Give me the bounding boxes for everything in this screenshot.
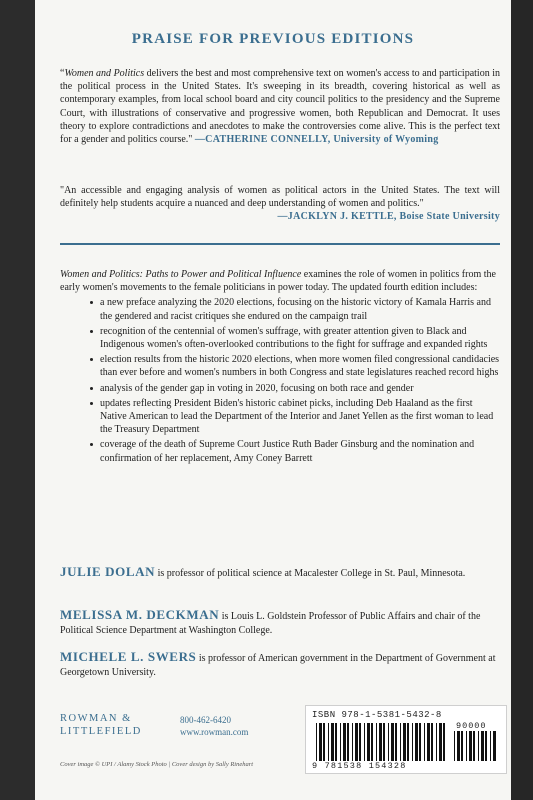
publisher-logo (60, 712, 170, 738)
bullet-icon (90, 443, 93, 446)
cover-credit: Cover image © UPI / Alamy Stock Photo | Cover design by Sally Rinehart (60, 761, 254, 768)
list-item (100, 353, 500, 379)
publisher-website[interactable]: www.rowman.com (180, 727, 249, 737)
quote1-text: delivers the best and most comprehensive text on women's access to and participation in the political process in the United States. It's sweeping in its breadth, covering historical as well as contemporary examples, from local school board and city council politics to the presidency and the Supreme Court, with illustrations of conservative and progressive women, both Republican and Democrat. It uses theory to explore contradictions and anecdotes to make the controversies come alive. This is the perfect text for a gender and politics course." (60, 68, 500, 146)
left-spine-edge (0, 0, 35, 800)
list-item (100, 397, 500, 437)
praise-quote-1 (60, 67, 500, 146)
bullet-icon (90, 330, 93, 333)
author-bio-dolan (60, 565, 500, 581)
description-book-title: Women and Politics: Paths to Power and Political Influence (60, 269, 302, 280)
list-item-text: election results from the historic 2020 elections, when more women filed congressional candidacies than ever before and women's numbers in both Congress and state legislatures reached record highs (100, 354, 500, 379)
author-bio-swers (60, 650, 500, 680)
section-divider (60, 243, 500, 245)
publisher-line-2: LITTLEFIELD (60, 726, 142, 737)
list-item-text: updates reflecting President Biden's historic cabinet picks, including Deb Haaland as the first Native American to lead the Department of the Interior and Janet Yellen as the first woman to lead the Treasury Department (100, 397, 494, 436)
quote2-text: "An accessible and engaging analysis of women as political actors in the United States. The text will definitely help students acquire a nuanced and deep understanding of women and politics." (60, 185, 500, 210)
ean-barcode-bars (316, 723, 448, 761)
list-item-text: coverage of the death of Supreme Court Justice Ruth Bader Ginsburg and the nomination and confirmation of her replacement, Amy Coney Barrett (100, 439, 475, 464)
author-bio: is professor of political science at Macalester College in St. Paul, Minnesota. (155, 568, 466, 579)
author-bio: is Louis L. Goldstein Professor of Public Affairs and chair of the Political Science Department at Washington College. (60, 611, 481, 636)
book-description (60, 268, 500, 467)
quote1-attribution: —CATHERINE CONNELLY, University of Wyoming (194, 134, 439, 146)
list-item (100, 325, 500, 351)
list-item-text: recognition of the centennial of women's suffrage, with greater attention given to Black and Indigenous women's often-overlooked contributions to the fight for suffrage and expanded rights (100, 325, 488, 351)
author-name: JULIE DOLAN (60, 564, 156, 579)
publisher-line-1: ROWMAN & (60, 713, 132, 724)
praise-heading: PRAISE FOR PREVIOUS EDITIONS (131, 31, 415, 47)
praise-quote-2 (60, 184, 500, 224)
bullet-icon (90, 301, 93, 304)
quote2-attribution: —JACKLYN J. KETTLE, Boise State University (277, 211, 500, 223)
isbn-label: ISBN 978-1-5381-5432-8 (312, 710, 442, 720)
price-code: 90000 (456, 721, 487, 731)
author-bio: is professor of American government in the Department of Government at Georgetown University. (60, 653, 496, 678)
bullet-icon (90, 402, 93, 405)
list-item (100, 296, 500, 322)
quote-open-mark: “ (60, 68, 65, 79)
feature-list (60, 296, 500, 464)
right-spine-edge (511, 0, 533, 800)
publisher-phone: 800-462-6420 (180, 715, 231, 725)
barcode (305, 705, 507, 774)
bullet-icon (90, 387, 93, 390)
publisher-contact (180, 714, 290, 738)
quote1-book-title: Women and Politics (64, 68, 145, 79)
list-item (100, 438, 500, 464)
bullet-icon (90, 358, 93, 361)
list-item-text: a new preface analyzing the 2020 elections, focusing on the historic victory of Kamala Harris and the gendered and racist critiques she endured on the campaign trail (100, 297, 491, 322)
description-text: examines the role of women in politics from the early women's movements to the female politicians in power today. The updated fourth edition includes: (60, 269, 496, 294)
list-item (100, 382, 500, 395)
author-name: MELISSA M. DECKMAN (60, 607, 220, 622)
back-cover (35, 0, 511, 800)
author-name: MICHELE L. SWERS (60, 649, 197, 664)
list-item-text: analysis of the gender gap in voting in 2020, focusing on both race and gender (100, 382, 414, 394)
ean-number: 9 781538 154328 (312, 761, 407, 771)
author-bio-deckman (60, 608, 500, 638)
addon-barcode-bars (454, 731, 498, 761)
